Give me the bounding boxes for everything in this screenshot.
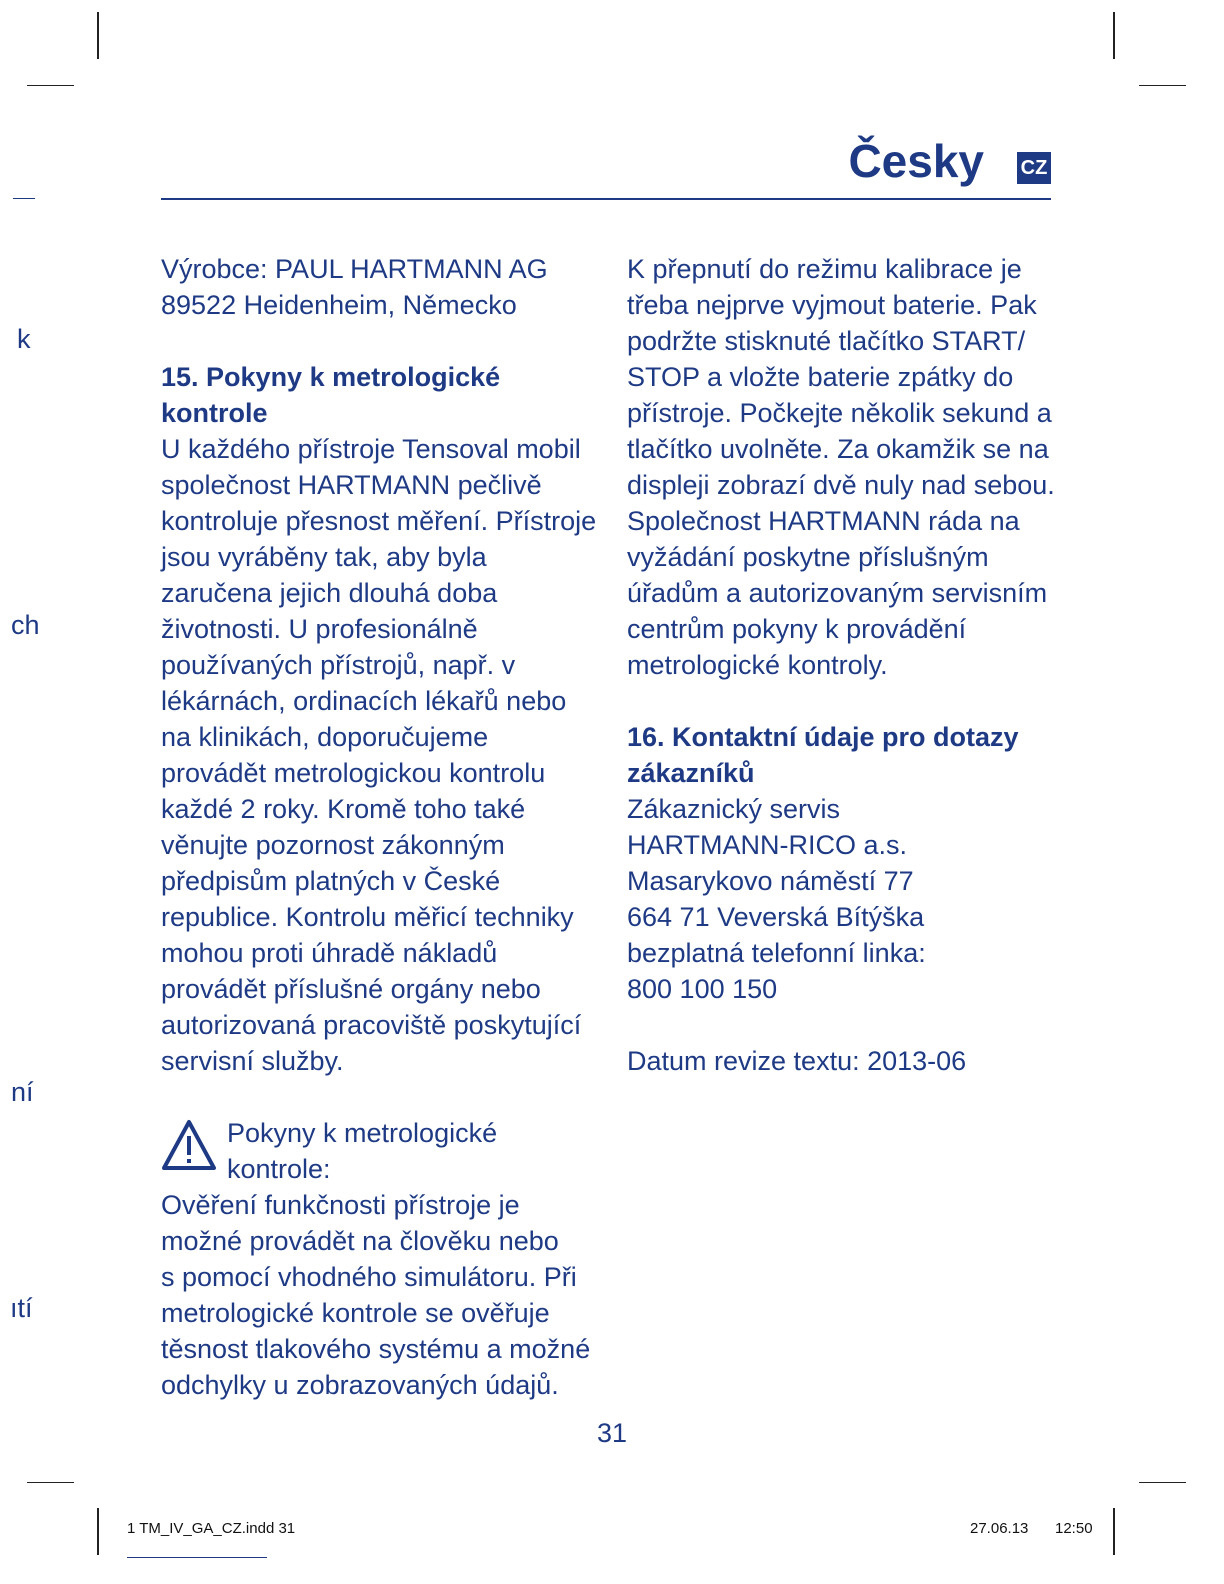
crop-mark (27, 85, 74, 86)
crop-mark (1139, 85, 1186, 86)
body-line: metrologické kontrole se ověřuje (161, 1298, 550, 1328)
slug-date: 27.06.13 (970, 1520, 1029, 1537)
contact-line: 664 71 Veverská Bítýška (627, 902, 925, 932)
warning-block (161, 1115, 601, 1187)
body-line: životnosti. U profesionálně (161, 614, 478, 644)
crop-mark (97, 1508, 99, 1555)
body-line: vyžádání poskytne příslušným (627, 542, 989, 572)
body-line: servisní služby. (161, 1046, 344, 1076)
body-line: Ověření funkčnosti přístroje je (161, 1190, 520, 1220)
left-column (161, 251, 601, 1403)
manufacturer-line: Výrobce: PAUL HARTMANN AG (161, 254, 548, 284)
warning-title: kontrole: (227, 1154, 331, 1184)
body-line: K přepnutí do režimu kalibrace je (627, 254, 1022, 284)
margin-fragment: ní (11, 1077, 34, 1107)
margin-fragment: ch (11, 610, 40, 640)
body-line: těsnost tlakového systému a možné (161, 1334, 591, 1364)
body-line: věnujte pozornost zákonným (161, 830, 505, 860)
page-title: Česky (848, 135, 984, 187)
slug-rule (127, 1557, 267, 1558)
body-line: s pomocí vhodného simulátoru. Při (161, 1262, 577, 1292)
crop-mark (97, 12, 99, 59)
crop-mark (1113, 12, 1115, 59)
contact-line: Masarykovo náměstí 77 (627, 866, 914, 896)
contact-phone: 800 100 150 (627, 974, 778, 1004)
margin-fragment: ıtí (10, 1293, 33, 1323)
section-16-heading: zákazníků (627, 758, 755, 788)
body-line: každé 2 roky. Kromě toho také (161, 794, 526, 824)
body-line: centrům pokyny k provádění (627, 614, 967, 644)
body-line: úřadům a autorizovaným servisním (627, 578, 1048, 608)
body-line: kontroluje přesnost měření. Přístroje (161, 506, 597, 536)
margin-fragment: k (17, 324, 31, 354)
crop-mark (1139, 1482, 1186, 1483)
crop-mark (1113, 1508, 1115, 1555)
warning-triangle-icon (161, 1119, 217, 1171)
crop-mark (27, 1482, 74, 1483)
section-16-heading: 16. Kontaktní údaje pro dotazy (627, 722, 1019, 752)
body-line: metrologické kontroly. (627, 650, 888, 680)
margin-rule (13, 198, 35, 199)
section-15-heading: 15. Pokyny k metrologické (161, 362, 501, 392)
body-line: podržte stisknuté tlačítko START/ (627, 326, 1026, 356)
warning-title: Pokyny k metrologické (227, 1118, 498, 1148)
body-line: třeba nejprve vyjmout baterie. Pak (627, 290, 1037, 320)
body-line: tlačítko uvolněte. Za okamžik se na (627, 434, 1049, 464)
header-rule (161, 198, 1051, 200)
right-column (627, 251, 1057, 1079)
contact-line: bezplatná telefonní linka: (627, 938, 926, 968)
section-15-heading: kontrole (161, 398, 268, 428)
body-line: provádět příslušné orgány nebo (161, 974, 541, 1004)
revision-date: Datum revize textu: 2013-06 (627, 1046, 967, 1076)
body-line: na klinikách, doporučujeme (161, 722, 489, 752)
contact-line: Zákaznický servis (627, 794, 841, 824)
slug-file: 1 TM_IV_GA_CZ.indd 31 (127, 1520, 296, 1537)
body-line: Společnost HARTMANN ráda na (627, 506, 1020, 536)
body-line: lékárnách, ordinacích lékařů nebo (161, 686, 567, 716)
body-line: republice. Kontrolu měřicí techniky (161, 902, 574, 932)
body-line: odchylky u zobrazovaných údajů. (161, 1370, 559, 1400)
body-line: mohou proti úhradě nákladů (161, 938, 498, 968)
language-badge: CZ (1017, 152, 1051, 184)
manufacturer-line: 89522 Heidenheim, Německo (161, 290, 517, 320)
body-line: STOP a vložte baterie zpátky do (627, 362, 1014, 392)
body-line: přístroje. Počkejte několik sekund a (627, 398, 1052, 428)
body-line: předpisům platných v České (161, 866, 501, 896)
body-line: displeji zobrazí dvě nuly nad sebou. (627, 470, 1055, 500)
body-line: jsou vyráběny tak, aby byla (161, 542, 487, 572)
body-line: používaných přístrojů, např. v (161, 650, 516, 680)
contact-line: HARTMANN-RICO a.s. (627, 830, 908, 860)
page-number: 31 (596, 1418, 628, 1448)
body-line: zaručena jejich dlouhá doba (161, 578, 498, 608)
body-line: U každého přístroje Tensoval mobil (161, 434, 581, 464)
slug-time: 12:50 (1055, 1520, 1093, 1537)
body-line: autorizovaná pracoviště poskytující (161, 1010, 582, 1040)
body-line: možné provádět na člověku nebo (161, 1226, 559, 1256)
body-line: provádět metrologickou kontrolu (161, 758, 546, 788)
body-line: společnost HARTMANN pečlivě (161, 470, 542, 500)
